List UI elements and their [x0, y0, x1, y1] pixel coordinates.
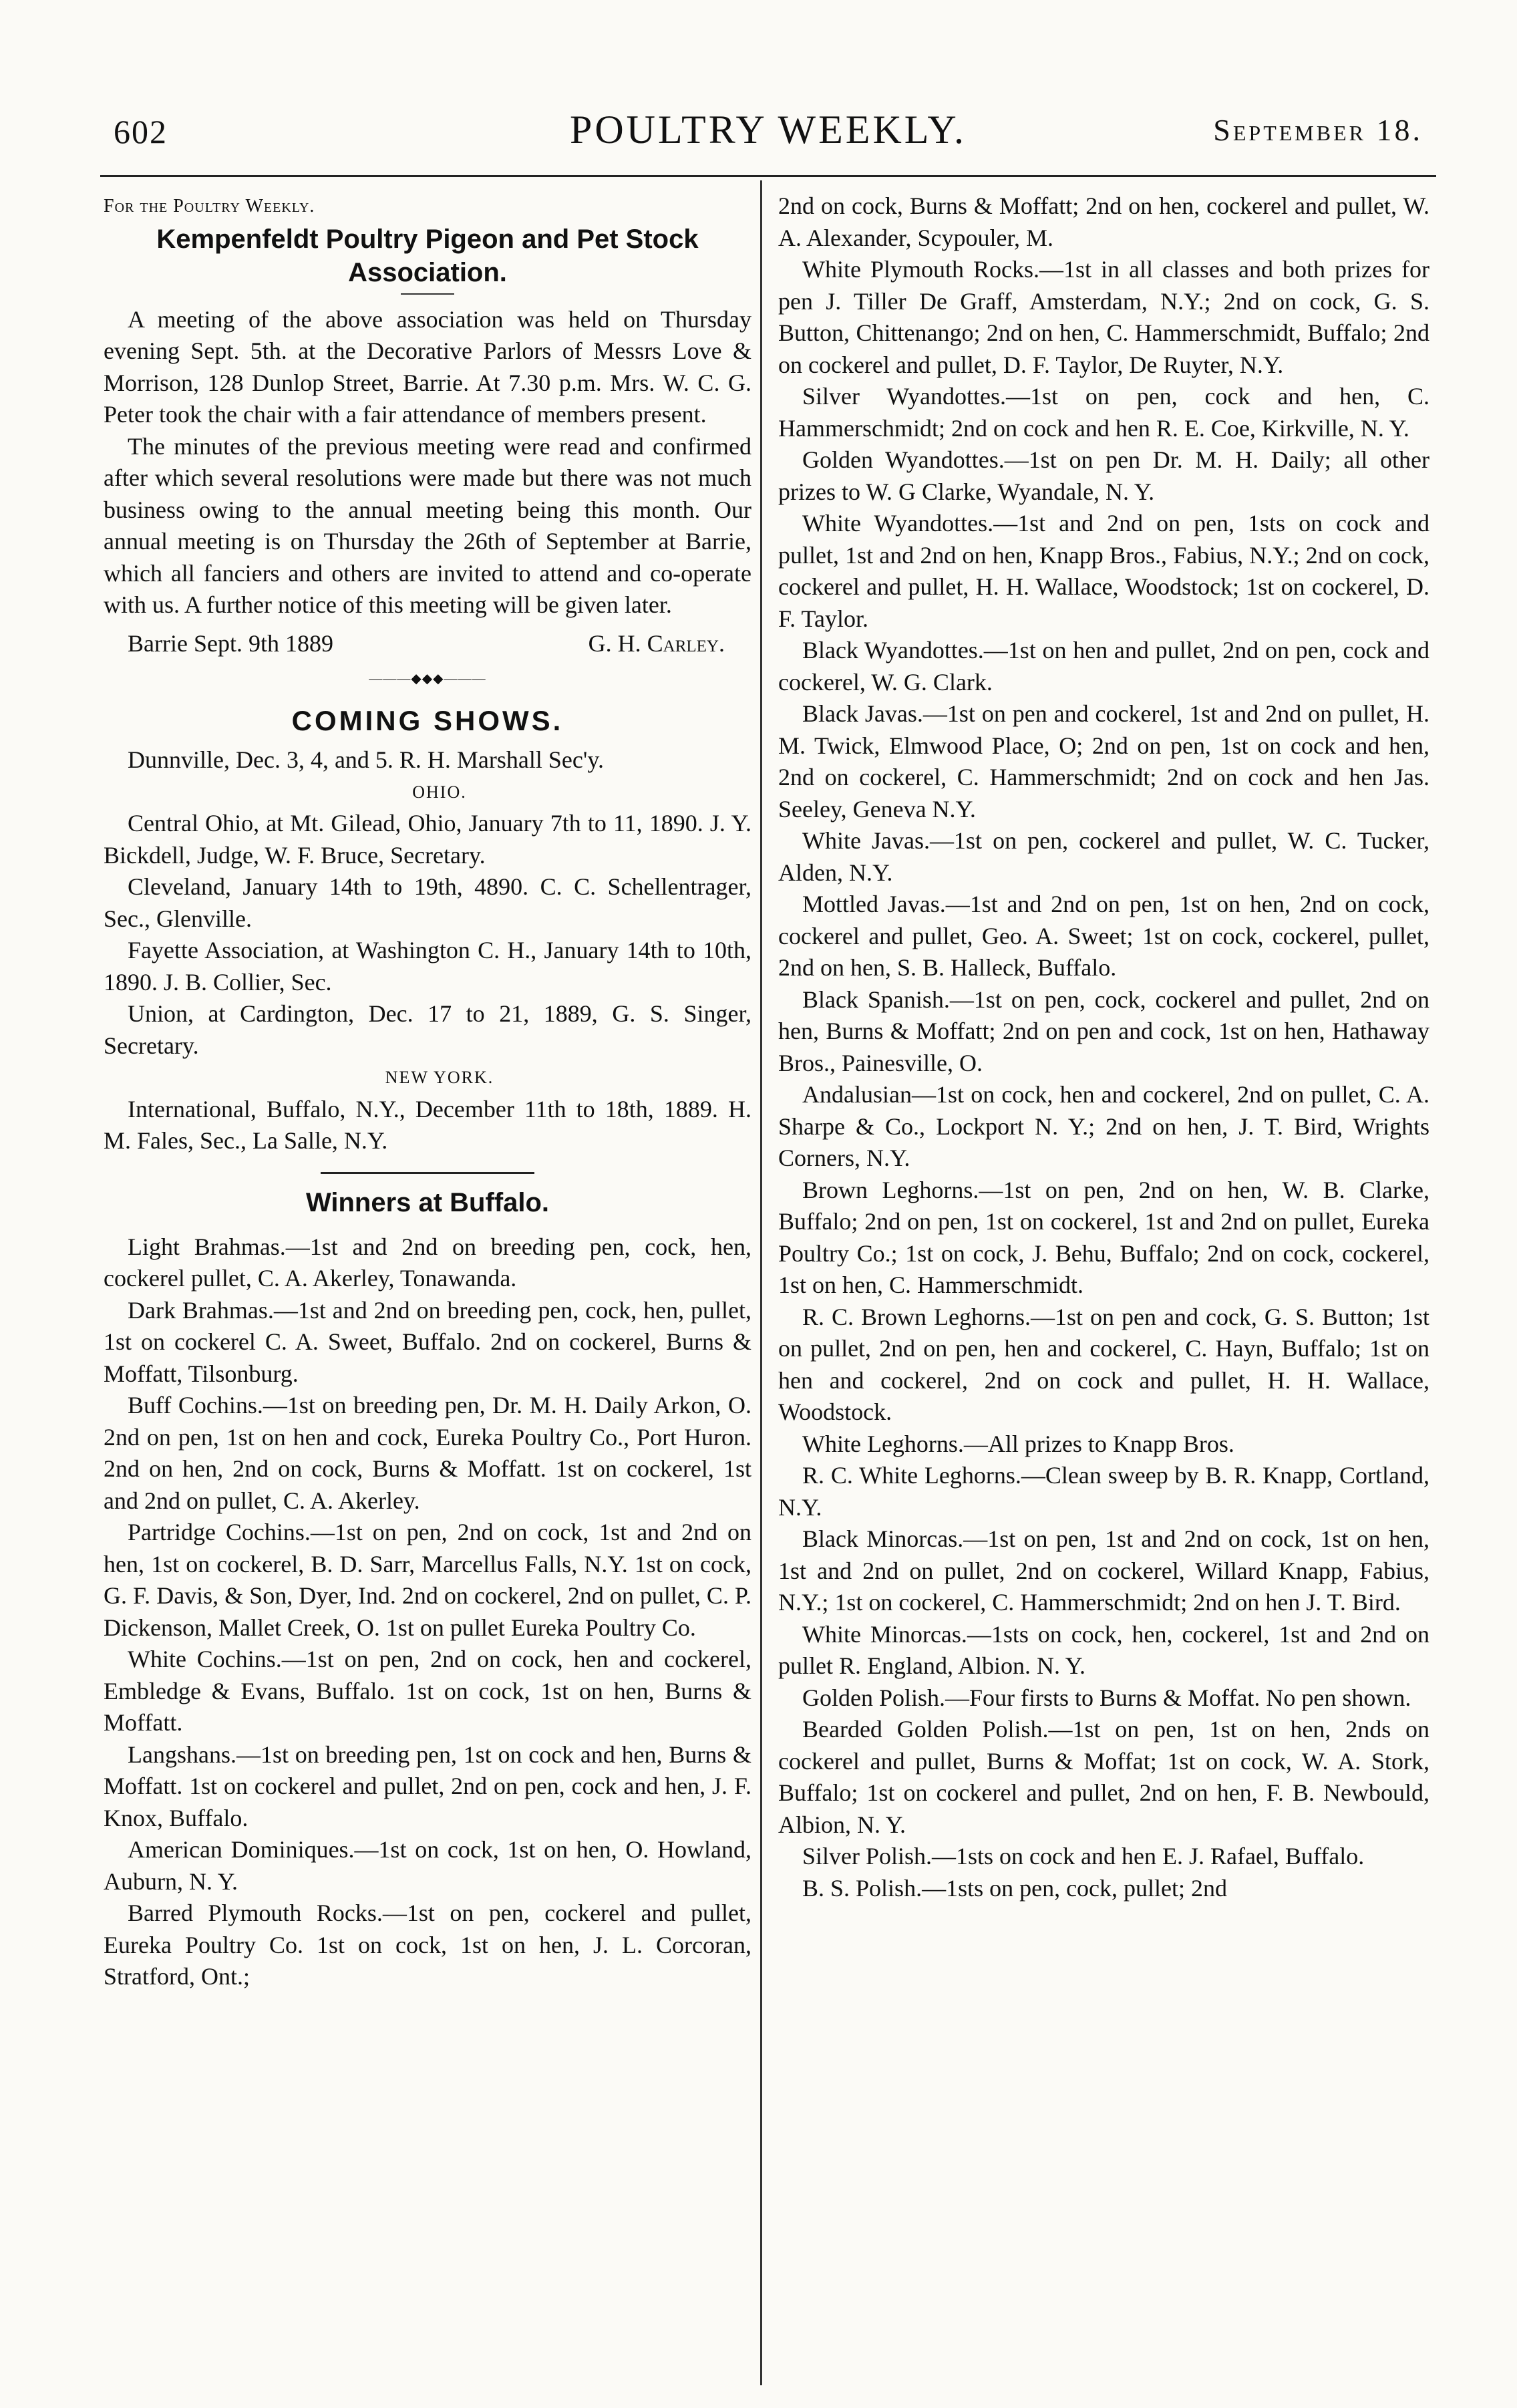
winner-entry: American Dominiques.—1st on cock, 1st on hen, O. Howland, Auburn, N. Y. [104, 1836, 751, 1895]
winner-entry: Mottled Javas.—1st and 2nd on pen, 1st on hen, 2nd on cock, cockerel and pullet, Geo. A. Sweet; 1st on cock, cockerel, pullet, 2nd on hen, S. B. Halleck, Buffalo. [778, 891, 1429, 981]
winners-title: Winners at Buffalo. [305, 1187, 550, 1217]
winner-entry: White Wyandottes.—1st and 2nd on pen, 1sts on cock and pullet, 1st and 2nd on hen, Knapp Bros., Fabius, N.Y.; 2nd on cock, cockerel and pullet, H. H. Wallace, Woodstock; 1st on cockerel, D. F. Taylor. [778, 510, 1429, 632]
winner-entry: White Leghorns.—All prizes to Knapp Bros. [802, 1430, 1234, 1457]
winner-entry: Silver Wyandottes.—1st on pen, cock and hen, C. Hammerschmidt; 2nd on cock and hen R. E. Coe, Kirkville, N. Y. [778, 383, 1429, 442]
show-entry: Dunnville, Dec. 3, 4, and 5. R. H. Marshall Sec'y. [128, 746, 605, 773]
coming-shows-title: COMING SHOWS. [291, 704, 564, 736]
winner-entry: White Plymouth Rocks.—1st in all classes and both prizes for pen J. Tiller De Graff, Amsterdam, N.Y.; 2nd on cock, G. S. Button, Chittenango; 2nd on hen, C. Hammerschmidt, Buffalo; 2nd on cockerel and pullet, D. F. Taylor, De Ruyter, N.Y. [778, 256, 1429, 378]
ohio-subheading: OHIO. [412, 782, 467, 802]
winner-entry: 2nd on cock, Burns & Moffatt; 2nd on hen, cockerel and pullet, W. A. Alexander, Scypouler, M. [778, 192, 1429, 251]
ornament-divider: ———◆◆◆——— [369, 671, 486, 686]
winner-entry: Golden Polish.—Four firsts to Burns & Moffat. No pen shown. [802, 1684, 1411, 1711]
issue-date: September 18. [1213, 113, 1423, 147]
winner-entry: White Javas.—1st on pen, cockerel and pullet, W. C. Tucker, Alden, N.Y. [778, 827, 1429, 886]
winner-entry: B. S. Polish.—1sts on pen, cock, pullet; 2nd [802, 1874, 1228, 1902]
running-head [114, 100, 1423, 160]
winner-entry: Brown Leghorns.—1st on pen, 2nd on hen, W. B. Clarke, Buffalo; 2nd on pen, 1st on cockerel, 1st and 2nd on pullet, Eureka Poultry Co.; 1st on cock, J. Behu, Buffalo; 2nd on cock, cockerel, 1st on hen, C. Hammerschmidt. [778, 1176, 1429, 1298]
header-rule [100, 175, 1436, 177]
publication-title: POULTRY WEEKLY. [569, 108, 967, 152]
new-york-subheading: NEW YORK. [385, 1068, 494, 1087]
spacer [104, 1219, 751, 1231]
winner-entry: Buff Cochins.—1st on breeding pen, Dr. M. H. Daily Arkon, O. 2nd on pen, 1st on hen and cock, Eureka Poultry Co., Port Huron. 2nd on hen, 2nd on cock, Burns & Moffatt. 1st on cockerel, 1st and 2nd on pullet, C. A. Akerley. [104, 1392, 751, 1514]
left-column [104, 190, 751, 1993]
winner-entry: Bearded Golden Polish.—1st on pen, 1st on hen, 2nds on cockerel and pullet, Burns & Moffat; 1st on cock, W. A. Stork, Buffalo; 1st on cockerel and pullet, 2nd on hen, F. B. Newbould, Albion, N. Y. [778, 1716, 1429, 1838]
show-entry: Central Ohio, at Mt. Gilead, Ohio, January 7th to 11, 1890. J. Y. Bickdell, Judge, W. F. Bruce, Secretary. [104, 810, 751, 869]
column-divider [760, 180, 762, 2385]
winner-entry: Black Minorcas.—1st on pen, 1st and 2nd on cock, 1st on hen, 1st and 2nd on pullet, 2nd on cockerel, Willard Knapp, Fabius, N.Y.; 1st on cockerel, C. Hammerschmidt; 2nd on hen J. T. Bird. [778, 1525, 1429, 1616]
winner-entry: Golden Wyandottes.—1st on pen Dr. M. H. Daily; all other prizes to W. G Clarke, Wyandale, N. Y. [778, 446, 1429, 505]
winner-entry: White Minorcas.—1sts on cock, hen, cockerel, 1st and 2nd on pullet R. England, Albion. N. Y. [778, 1620, 1429, 1679]
article-paragraph: The minutes of the previous meeting were read and confirmed after which several resolutions were made but there was not much business owing to the annual meeting being this month. Our annual meeting is on Thursday the 26th of September at Barrie, which all fanciers and others are invited to attend and co-operate with us. A further notice of this meeting will be given later. [104, 432, 751, 618]
winner-entry: Barred Plymouth Rocks.—1st on pen, cockerel and pullet, Eureka Poultry Co. 1st on cock, 1st on hen, J. L. Corcoran, Stratford, Ont.; [104, 1900, 751, 1990]
winner-entry: R. C. Brown Leghorns.—1st on pen and cock, G. S. Button; 1st on pullet, 2nd on pen, hen and cockerel, C. Hayn, Buffalo; 1st on hen and cockerel, 2nd on cock and pullet, H. H. Wallace, Woodstock. [778, 1303, 1429, 1425]
section-rule [321, 1172, 534, 1174]
right-column [778, 190, 1429, 1904]
winner-entry: Dark Brahmas.—1st and 2nd on breeding pen, cock, hen, pullet, 1st on cockerel C. A. Sweet, Buffalo. 2nd on cockerel, Burns & Moffatt, Tilsonburg. [104, 1296, 751, 1387]
title-rule [401, 293, 454, 295]
signature-name: G. H. Carley. [588, 629, 725, 657]
winner-entry: Silver Polish.—1sts on cock and hen E. J. Rafael, Buffalo. [802, 1843, 1365, 1869]
winner-entry: Light Brahmas.—1st and 2nd on breeding pen, cock, hen, cockerel pullet, C. A. Akerley, Tonawanda. [104, 1233, 751, 1292]
article-paragraph: A meeting of the above association was held on Thursday evening Sept. 5th. at the Decorative Parlors of Messrs Love & Morrison, 128 Dunlop Street, Barrie. At 7.30 p.m. Mrs. W. C. G. Peter took the chair with a fair attendance of members present. [104, 305, 751, 428]
winner-entry: Black Wyandottes.—1st on hen and pullet, 2nd on pen, cock and cockerel, W. G. Clark. [778, 637, 1429, 696]
winner-entry: Andalusian—1st on cock, hen and cockerel, 2nd on pullet, C. A. Sharpe & Co., Lockport N. Y.; 2nd on hen, J. T. Bird, Wrights Corners, N.Y. [778, 1081, 1429, 1171]
winner-entry: Black Javas.—1st on pen and cockerel, 1st and 2nd on pullet, H. M. Twick, Elmwood Place, O; 2nd on pen, 1st on cock and hen, 2nd on cockerel, C. Hammerschmidt; 2nd on cock and hen Jas. Seeley, Geneva N.Y. [778, 700, 1429, 822]
winner-entry: R. C. White Leghorns.—Clean sweep by B. R. Knapp, Cortland, N.Y. [778, 1462, 1429, 1521]
article-signature [104, 628, 751, 660]
article-title: Kempenfeldt Poultry Pigeon and Pet Stock Association. [156, 224, 699, 287]
winner-entry: White Cochins.—1st on pen, 2nd on cock, hen and cockerel, Embledge & Evans, Buffalo. 1st on cock, 1st on hen, Burns & Moffatt. [104, 1646, 751, 1736]
show-entry: Cleveland, January 14th to 19th, 4890. C. C. Schellentrager, Sec., Glenville. [104, 873, 751, 932]
winner-entry: Langshans.—1st on breeding pen, 1st on cock and hen, Burns & Moffatt. 1st on cockerel and pullet, 2nd on pen, cock and hen, J. F. Knox, Buffalo. [104, 1741, 751, 1831]
article-byline: For the Poultry Weekly. [104, 196, 315, 216]
winner-entry: Black Spanish.—1st on pen, cock, cockerel and pullet, 2nd on hen, Burns & Moffatt; 2nd on pen and cock, 1st on hen, Hathaway Bros., Painesville, O. [778, 986, 1429, 1076]
winner-entry: Partridge Cochins.—1st on pen, 2nd on cock, 1st and 2nd on hen, 1st on cockerel, B. D. Sarr, Marcellus Falls, N.Y. 1st on cock, G. F. Davis, & Son, Dyer, Ind. 2nd on cockerel, 2nd on pullet, C. P. Dickenson, Mallet Creek, O. 1st on pullet Eureka Poultry Co. [104, 1519, 751, 1641]
signature-place-date: Barrie Sept. 9th 1889 [128, 629, 333, 657]
page-number: 602 [114, 113, 168, 150]
show-entry: Union, at Cardington, Dec. 17 to 21, 1889, G. S. Singer, Secretary. [104, 1000, 751, 1059]
show-entry: Fayette Association, at Washington C. H., January 14th to 10th, 1890. J. B. Collier, Sec. [104, 937, 751, 996]
show-entry: International, Buffalo, N.Y., December 11th to 18th, 1889. H. M. Fales, Sec., La Salle, N.Y. [104, 1095, 751, 1154]
